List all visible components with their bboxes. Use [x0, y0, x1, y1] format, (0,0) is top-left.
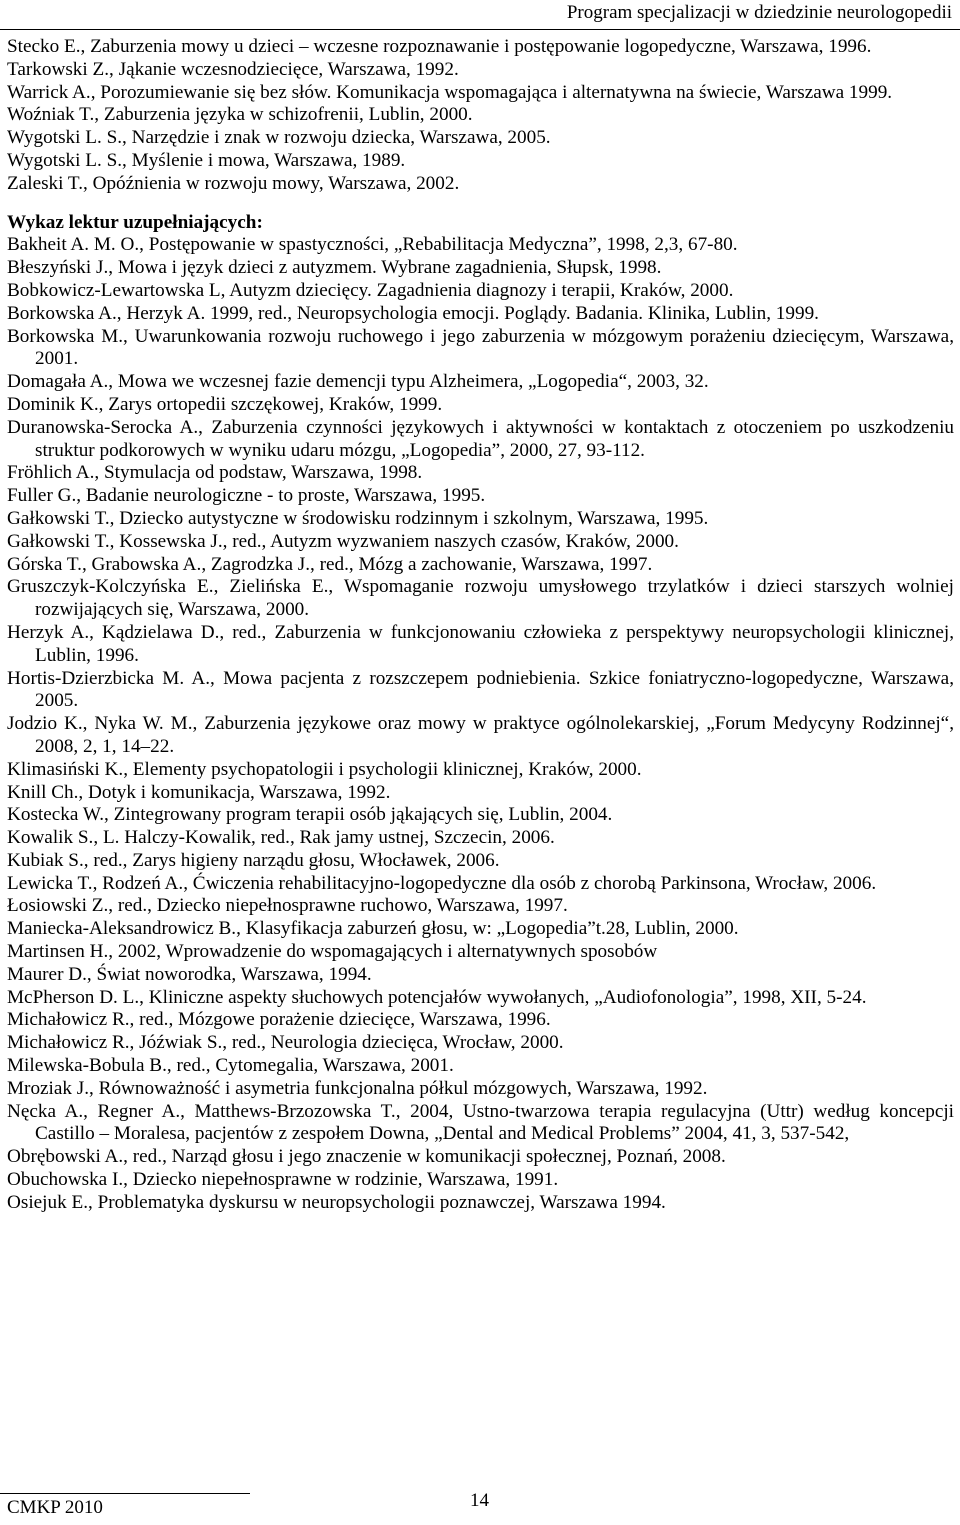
- reference-entry: Wygotski L. S., Narzędzie i znak w rozwoju dziecka, Warszawa, 2005.: [7, 127, 551, 149]
- reference-entry: Lewicka T., Rodzeń A., Ćwiczenia rehabilitacyjno-logopedyczne dla osób z chorobą Parkinsona, Wrocław, 2006.: [7, 872, 877, 894]
- reference-entry: Gruszczyk-Kolczyńska E., Zielińska E., Wspomaganie rozwoju umysłowego trzylatków i dzieci starszych wolniej rozwijających się, Warszawa, 2000.: [7, 576, 954, 621]
- reference-entry: Fuller G., Badanie neurologiczne - to proste, Warszawa, 1995.: [7, 485, 486, 507]
- reference-entry: Klimasiński K., Elementy psychopatologii i psychologii klinicznej, Kraków, 2000.: [7, 758, 642, 780]
- reference-entry: Kostecka W., Zintegrowany program terapii osób jąkających się, Lublin, 2004.: [7, 804, 613, 826]
- reference-entry: Obrębowski A., red., Narząd głosu i jego znaczenie w komunikacji społecznej, Poznań, 2008.: [7, 1146, 726, 1168]
- reference-entry: Dominik K., Zarys ortopedii szczękowej, Kraków, 1999.: [7, 393, 443, 415]
- reference-entry: Obuchowska I., Dziecko niepełnosprawne w rodzinie, Warszawa, 1991.: [7, 1169, 559, 1191]
- reference-entry: Łosiowski Z., red., Dziecko niepełnosprawne ruchowo, Warszawa, 1997.: [7, 895, 568, 917]
- reference-entry: Bobkowicz-Lewartowska L, Autyzm dziecięcy. Zagadnienia diagnozy i terapii, Kraków, 2000.: [7, 279, 734, 301]
- reference-entry: Kubiak S., red., Zarys higieny narządu głosu, Włocławek, 2006.: [7, 849, 500, 871]
- reference-entry: Domagała A., Mowa we wczesnej fazie demencji typu Alzheimera, „Logopedia“, 2003, 32.: [7, 371, 709, 393]
- reference-entry: Górska T., Grabowska A., Zagrodzka J., red., Mózg a zachowanie, Warszawa, 1997.: [7, 553, 653, 575]
- running-header: Program specjalizacji w dziedzinie neurologopedii: [566, 2, 952, 23]
- reference-entry: Borkowska A., Herzyk A. 1999, red., Neuropsychologia emocji. Poglądy. Badania. Klinika, Lublin, 1999.: [7, 302, 819, 324]
- reference-entry: Michałowicz R., Jóźwiak S., red., Neurologia dziecięca, Wrocław, 2000.: [7, 1032, 564, 1054]
- reference-entry: McPherson D. L., Kliniczne aspekty słuchowych potencjałów wywołanych, „Audiofonologia”, 1998, XII, 5-24.: [7, 986, 867, 1008]
- reference-entry: Mroziak J., Równoważność i asymetria funkcjonalna półkul mózgowych, Warszawa, 1992.: [7, 1077, 708, 1099]
- reference-entry: Maniecka-Aleksandrowicz B., Klasyfikacja zaburzeń głosu, w: „Logopedia”t.28, Lublin, 2000.: [7, 918, 739, 940]
- reference-entry: Duranowska-Serocka A., Zaburzenia czynności językowych i aktywności w kontaktach z otoczeniem po uszkodzeniu struktur podkorowych w wyniku udaru mózgu, „Logopedia”, 2000, 27, 93-112.: [7, 416, 954, 461]
- reference-entry: Zaleski T., Opóźnienia w rozwoju mowy, Warszawa, 2002.: [7, 172, 460, 194]
- reference-entry: Wygotski L. S., Myślenie i mowa, Warszawa, 1989.: [7, 149, 406, 171]
- header-rule: [0, 29, 960, 30]
- reference-entry: Martinsen H., 2002, Wprowadzenie do wspomagających i alternatywnych sposobów: [7, 941, 658, 963]
- reference-entry: Bakheit A. M. O., Postępowanie w spastyczności, „Rebabilitacja Medyczna”, 1998, 2,3, 67-80.: [7, 234, 738, 256]
- reference-entry: Borkowska M., Uwarunkowania rozwoju ruchowego i jego zaburzenia w mózgowym porażeniu dziecięcym, Warszawa, 2001.: [7, 325, 954, 370]
- reference-entry: Herzyk A., Kądzielawa D., red., Zaburzenia w funkcjonowaniu człowieka z perspektywy neuropsychologii klinicznej, Lublin, 1996.: [7, 621, 954, 666]
- primary-reference-list: [7, 36, 954, 196]
- reference-entry: Warrick A., Porozumiewanie się bez słów. Komunikacja wspomagająca i alternatywna na świecie, Warszawa 1999.: [7, 81, 893, 103]
- page-number: 14: [470, 1490, 489, 1511]
- reference-entry: Jodzio K., Nyka W. M., Zaburzenia językowe oraz mowy w praktyce ogólnolekarskiej, „Forum Medycyny Rodzinnej“, 2008, 2, 1, 14–22.: [7, 713, 954, 757]
- supplementary-heading: Wykaz lektur uzupełniających:: [7, 211, 263, 233]
- reference-entry: Milewska-Bobula B., red., Cytomegalia, Warszawa, 2001.: [7, 1055, 454, 1077]
- reference-entry: Błeszyński J., Mowa i język dzieci z autyzmem. Wybrane zagadnienia, Słupsk, 1998.: [7, 257, 662, 279]
- supplementary-reference-list: [7, 234, 954, 1214]
- reference-entry: Gałkowski T., Kossewska J., red., Autyzm wyzwaniem naszych czasów, Kraków, 2000.: [7, 530, 679, 552]
- references-body: [7, 36, 954, 1215]
- reference-entry: Fröhlich A., Stymulacja od podstaw, Warszawa, 1998.: [7, 462, 423, 484]
- footer-institution: CMKP 2010: [7, 1497, 103, 1518]
- reference-entry: Tarkowski Z., Jąkanie wczesnodziecięce, Warszawa, 1992.: [7, 58, 459, 80]
- reference-entry: Hortis-Dzierzbicka M. A., Mowa pacjenta z rozszczepem podniebienia. Szkice foniatryczno-logopedyczne, Warszawa, 2005.: [7, 667, 954, 712]
- reference-entry: Maurer D., Świat noworodka, Warszawa, 1994.: [7, 963, 372, 985]
- reference-entry: Michałowicz R., red., Mózgowe porażenie dziecięce, Warszawa, 1996.: [7, 1009, 551, 1031]
- reference-entry: Woźniak T., Zaburzenia języka w schizofrenii, Lublin, 2000.: [7, 104, 473, 126]
- reference-entry: Stecko E., Zaburzenia mowy u dzieci – wczesne rozpoznawanie i postępowanie logopedyczne, Warszawa, 1996.: [7, 36, 872, 57]
- reference-entry: Kowalik S., L. Halczy-Kowalik, red., Rak jamy ustnej, Szczecin, 2006.: [7, 827, 555, 849]
- footer-rule: [0, 1493, 250, 1494]
- reference-entry: Osiejuk E., Problematyka dyskursu w neuropsychologii poznawczej, Warszawa 1994.: [7, 1191, 666, 1213]
- reference-entry: Gałkowski T., Dziecko autystyczne w środowisku rodzinnym i szkolnym, Warszawa, 1995.: [7, 507, 709, 529]
- reference-entry: Nęcka A., Regner A., Matthews-Brzozowska T., 2004, Ustno-twarzowa terapia regulacyjna (Uttr) według koncepcji Castillo – Moralesa, pacjentów z zespołem Downa, „Dental and Medical Problems” 2004, 41, 3, 537-542,: [7, 1100, 954, 1145]
- reference-entry: Knill Ch., Dotyk i komunikacja, Warszawa, 1992.: [7, 781, 391, 803]
